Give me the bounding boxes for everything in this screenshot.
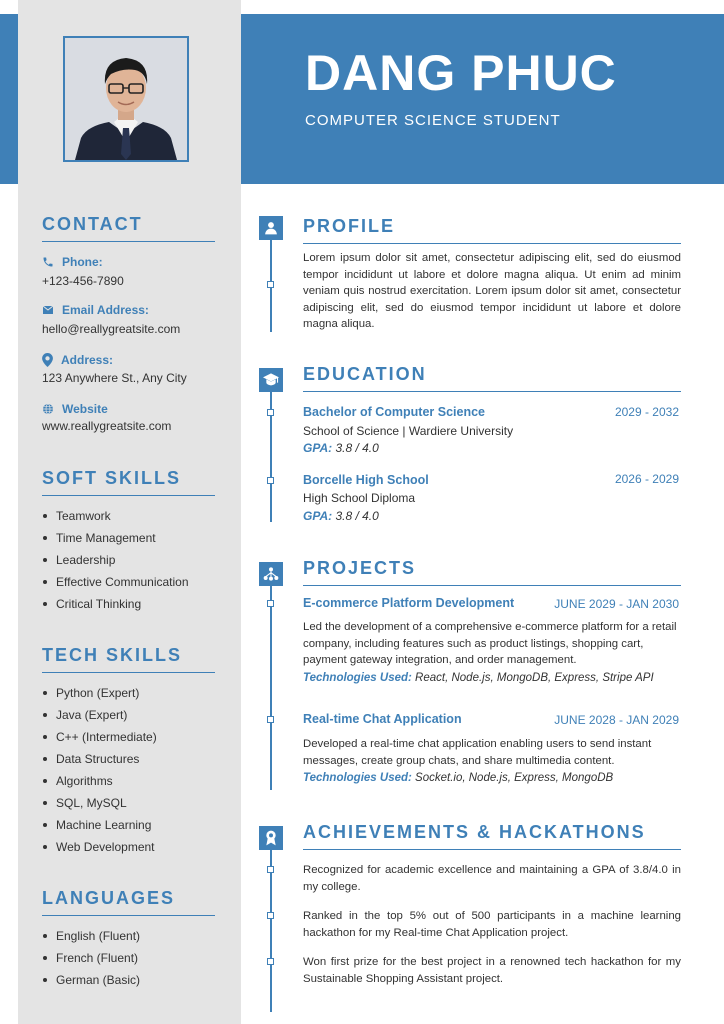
tech-label: Technologies Used: xyxy=(303,772,412,784)
gpa-label: GPA: xyxy=(303,509,333,523)
achievement-item: Ranked in the top 5% out of 500 participants in a machine learning hackathon for my Real-time Chat Application project. xyxy=(303,910,681,939)
education-heading: EDUCATION xyxy=(303,364,681,392)
education-timeline xyxy=(270,378,272,522)
phone-icon xyxy=(42,256,54,268)
email-value: hello@reallygreatsite.com xyxy=(42,322,181,336)
achievement-item: Won first prize for the best project in a renowned tech hackathon for my Sustainable Shopping Assistant project. xyxy=(303,956,681,985)
project-dates: JUNE 2028 - JAN 2029 xyxy=(554,713,679,727)
email-label-text: Email Address: xyxy=(62,303,149,317)
profile-timeline xyxy=(270,228,272,332)
award-icon xyxy=(264,830,278,846)
soft-skills-list xyxy=(42,509,189,619)
timeline-dot xyxy=(267,281,274,288)
email-icon xyxy=(42,305,54,315)
list-item: Effective Communication xyxy=(42,575,189,597)
achievement-item: Recognized for academic excellence and maintaining a GPA of 3.8/4.0 in my college. xyxy=(303,864,681,893)
soft-skills-heading: SOFT SKILLS xyxy=(42,468,215,496)
list-item: Leadership xyxy=(42,553,189,575)
website-label xyxy=(42,402,108,416)
languages-list xyxy=(42,929,140,995)
list-item: Machine Learning xyxy=(42,818,157,840)
projects-heading: PROJECTS xyxy=(303,558,681,586)
education-gpa xyxy=(303,441,379,455)
profile-text: Lorem ipsum dolor sit amet, consectetur adipiscing elit, sed do eiusmod tempor incididunt ut labore et dolore magna aliqua. Ut enim ad minim veniam quis nostrud exercitation. Lorem ipsum dolor sit amet, consectetur adipiscing elit, sed do eiusmod tempor incididunt ut labore et dolore magna aliqua. xyxy=(303,252,681,330)
profile-heading: PROFILE xyxy=(303,216,681,244)
phone-value: +123-456-7890 xyxy=(42,274,124,288)
profile-section-icon xyxy=(259,216,283,240)
website-value: www.reallygreatsite.com xyxy=(42,419,172,433)
timeline-dot xyxy=(267,912,274,919)
email-label xyxy=(42,303,149,317)
list-item: Python (Expert) xyxy=(42,686,157,708)
list-item: Teamwork xyxy=(42,509,189,531)
project-tech xyxy=(303,672,654,684)
timeline-dot xyxy=(267,866,274,873)
timeline-dot xyxy=(267,600,274,607)
candidate-name: DANG PHUC xyxy=(305,45,617,101)
languages-heading: LANGUAGES xyxy=(42,888,215,916)
education-section-icon xyxy=(259,368,283,392)
phone-label xyxy=(42,255,103,269)
achievements-section-icon xyxy=(259,826,283,850)
list-item: Algorithms xyxy=(42,774,157,796)
globe-icon xyxy=(42,403,54,415)
list-item: Critical Thinking xyxy=(42,597,189,619)
education-title: Borcelle High School xyxy=(303,473,429,487)
list-item: Time Management xyxy=(42,531,189,553)
education-gpa xyxy=(303,509,379,523)
graduation-cap-icon xyxy=(263,373,279,387)
project-description: Developed a real-time chat application enabling users to send instant messages, create group chats, and share multimedia content. xyxy=(303,738,652,767)
project-title: E-commerce Platform Development xyxy=(303,596,515,610)
gpa-value: 3.8 / 4.0 xyxy=(335,509,379,523)
list-item: C++ (Intermediate) xyxy=(42,730,157,752)
project-tech xyxy=(303,772,613,784)
education-sub: High School Diploma xyxy=(303,491,416,505)
timeline-dot xyxy=(267,958,274,965)
list-item: Java (Expert) xyxy=(42,708,157,730)
list-item: SQL, MySQL xyxy=(42,796,157,818)
education-title: Bachelor of Computer Science xyxy=(303,405,485,419)
address-label xyxy=(42,353,113,367)
tech-label: Technologies Used: xyxy=(303,672,412,684)
gpa-value: 3.8 / 4.0 xyxy=(335,441,379,455)
gpa-label: GPA: xyxy=(303,441,333,455)
education-dates: 2026 - 2029 xyxy=(614,472,679,486)
list-item: French (Fluent) xyxy=(42,951,140,973)
person-icon xyxy=(264,221,278,235)
project-dates: JUNE 2029 - JAN 2030 xyxy=(554,597,679,611)
education-dates: 2029 - 2032 xyxy=(614,405,679,419)
timeline-dot xyxy=(267,716,274,723)
projects-section-icon xyxy=(259,562,283,586)
tech-value: Socket.io, Node.js, Express, MongoDB xyxy=(415,772,614,784)
tech-value: React, Node.js, MongoDB, Express, Stripe API xyxy=(415,672,654,684)
profile-photo xyxy=(63,36,189,162)
timeline-dot xyxy=(267,409,274,416)
phone-label-text: Phone: xyxy=(62,255,103,269)
achievements-heading: ACHIEVEMENTS & HACKATHONS xyxy=(303,822,681,850)
timeline-dot xyxy=(267,477,274,484)
address-value: 123 Anywhere St., Any City xyxy=(42,371,187,385)
tech-skills-list xyxy=(42,686,157,862)
list-item: Web Development xyxy=(42,840,157,862)
achievements-timeline xyxy=(270,836,272,1012)
project-description: Led the development of a comprehensive e-commerce platform for a retail company, including features such as product listings, shopping cart, payment gateway integration, and order management. xyxy=(303,621,677,666)
candidate-role: COMPUTER SCIENCE STUDENT xyxy=(305,112,561,129)
address-label-text: Address: xyxy=(61,353,114,367)
list-item: German (Basic) xyxy=(42,973,140,995)
project-title: Real-time Chat Application xyxy=(303,712,462,726)
list-item: Data Structures xyxy=(42,752,157,774)
education-sub: School of Science | Wardiere University xyxy=(303,424,514,438)
website-label-text: Website xyxy=(62,402,108,416)
location-pin-icon xyxy=(42,353,53,367)
contact-heading: CONTACT xyxy=(42,214,215,242)
tech-skills-heading: TECH SKILLS xyxy=(42,645,215,673)
list-item: English (Fluent) xyxy=(42,929,140,951)
network-icon xyxy=(263,566,279,582)
